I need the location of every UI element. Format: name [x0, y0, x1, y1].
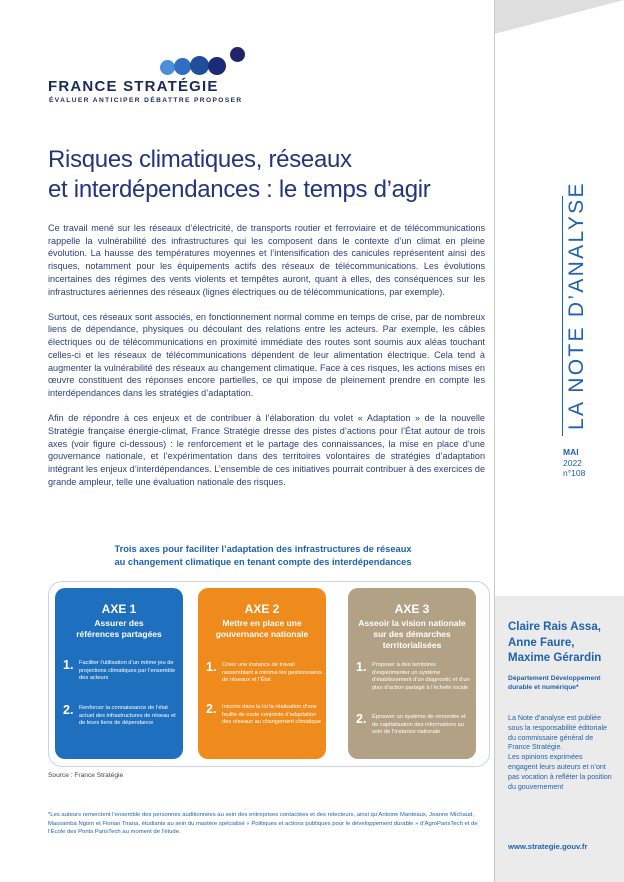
footnote: *Les auteurs remercient l’ensemble des personnes auditionnées au sein des entreprises contactées et des relecteurs, ainsi qu’Antoine Manteaux, Jeanne Michaud, Massamba Ngom et Florian Tirana, étudiants au sein du mastère spécialisé « Politiques et actions publiques pour le développement durable » d’AgroParisTech et de l’École des Ponts ParisTech au moment de l’étude.: [48, 812, 478, 835]
axe-3-item-1-number: 1.: [356, 660, 367, 674]
title-line-2: et interdépendances : le temps d’agir: [48, 176, 431, 203]
axe-2-item-2-number: 2.: [206, 702, 217, 716]
axe-1-item-1-text: Faciliter l’utilisation d’un même jeu de projections climatiques par l’ensemble des acteurs: [79, 660, 176, 682]
logo-dot-3: [190, 56, 209, 75]
figure-caption-line-2: au changement climatique en tenant compte des interdépendances: [114, 556, 412, 567]
series-title: LA NOTE D’ANALYSE: [565, 181, 588, 430]
sidebar-divider: [494, 0, 495, 882]
page-title: [48, 145, 488, 205]
figure-caption: [48, 543, 478, 568]
issue-number: n°108: [563, 468, 586, 478]
title-line-1: Risques climatiques, réseaux: [48, 146, 352, 173]
summary-body: [48, 222, 485, 501]
logo-dot-2: [174, 58, 191, 75]
axe-3-item-1-text: Proposer à des territoires d’expérimenter un système d’établissement d’un diagnostic et d’un plan d’action partagé à l’échelle locale: [372, 662, 470, 691]
axe-3-title: AXE 3: [394, 602, 430, 616]
website-link[interactable]: www.strategie.gouv.fr: [508, 842, 588, 851]
sidebar-top-panel: [494, 0, 624, 596]
axe-3-card: [348, 588, 476, 759]
axe-1-item-2-number: 2.: [63, 703, 74, 717]
editorial-note-1: La Note d’analyse est publiée sous la responsabilité éditoriale du commissaire général de France Stratégie.: [508, 714, 607, 752]
axe-1-subtitle: Assurer des références partagées: [76, 618, 162, 639]
logo-dot-1: [160, 60, 175, 75]
axe-3-subtitle: Asseoir la vision nationale sur des démarches territorialisées: [358, 618, 466, 650]
figure-caption-line-1: Trois axes pour faciliter l’adaptation des infrastructures de réseaux: [114, 544, 412, 554]
logo-name: FRANCE STRATÉGIE: [48, 78, 219, 95]
editorial-note: [508, 714, 614, 792]
figure-source: Source : France Stratégie: [48, 772, 124, 779]
axe-3-item-2-number: 2.: [356, 712, 367, 726]
issue-year: 2022: [563, 457, 582, 468]
author-1: Claire Rais Assa,: [508, 621, 601, 633]
axe-1-item-1-number: 1.: [63, 658, 74, 672]
authors: [508, 620, 618, 667]
axe-2-item-1-text: Créer une instance de travail rassemblant a minima les gestionnaires de réseaux et l’État: [222, 662, 322, 684]
axe-2-subtitle: Mettre en place une gouvernance nationale: [215, 618, 309, 639]
paragraph-2: Surtout, ces réseaux sont associés, en fonctionnement normal comme en temps de crise, par de nombreux liens de dépendance, physiques ou découlant des relations entre les acteurs. Par exemple, les câbles électriques ou de télécommunications en proximité immédiate des routes sont soumis aux aléas touchant celles-ci et les réseaux de télécommunications dépendent de leur alimentation électrique. Cela tend à augmenter la vulnérabilité des réseaux au changement climatique. Face à ces risques, les actions mises en œuvre constituent des réponses encore partielles, ce qui impose de pleinement prendre en compte les interdépendances dans les stratégies d’adaptation.: [48, 311, 485, 398]
axe-3-item-2-text: Éprouver un système de remontée et de capitalisation des informations au sein de l’instance nationale: [372, 714, 466, 736]
axe-1-title: AXE 1: [101, 602, 137, 616]
editorial-note-2: Les opinions exprimées engagent leurs auteurs et n’ont pas vocation à refléter la position du gouvernement: [508, 753, 612, 791]
author-2: Anne Faure,: [508, 636, 575, 649]
series-rule: [562, 196, 563, 436]
logo-tagline: ÉVALUER ANTICIPER DÉBATTRE PROPOSER: [49, 97, 243, 104]
axe-2-card: [198, 588, 326, 759]
logo-dot-5: [230, 47, 245, 62]
axe-1-item-2-text: Renforcer la connaissance de l’état actuel des infrastructures de réseau et de leurs liens de dépendance: [79, 705, 176, 727]
axe-2-title: AXE 2: [244, 602, 280, 616]
axe-1-card: [55, 588, 183, 759]
axe-2-item-1-number: 1.: [206, 660, 217, 674]
paragraph-1: Ce travail mené sur les réseaux d’électricité, de transports routier et ferroviaire et de télécommunications rappelle la vulnérabilité des infrastructures qui les composent dans le contexte d’un climat en pleine évolution. La hausse des températures moyennes et l’intensification des canicules représentent ainsi des risques, notamment pour les équipements actifs des réseaux de télécommunications. Les évolutions incertaines des régimes des vents violents et tempêtes auront, quant à elles, des conséquences sur les infrastructures aériennes des réseaux (lignes électriques ou de télécommunications, par exemple).: [48, 223, 485, 297]
department: Département Développement durable et numérique*: [508, 675, 601, 691]
france-strategie-logo: [48, 44, 248, 106]
issue-month: MAI: [563, 447, 579, 457]
issue-info: [563, 447, 585, 479]
axe-2-item-2-text: Inscrire dans la loi la réalisation d’une feuille de route conjointe d’adaptation des réseaux au changement climatique: [222, 704, 321, 726]
paragraph-3: Afin de répondre à ces enjeux et de contribuer à l’élaboration du volet « Adaptation » de la nouvelle Stratégie française énergie-climat, France Stratégie dresse des pistes d’actions pour l’État autour de trois axes (voir figure ci-dessous) : le renforcement et le partage des connaissances, la mise en place d’une gouvernance nationale, et l’expérimentation dans des territoires volontaires de stratégies d’adaptation intégrant les enjeux d’interdépendances. L’ensemble de ces initiatives pourrait contribuer à des exercices de grande ampleur, telle une évaluation nationale des risques.: [48, 413, 485, 487]
logo-dot-4: [208, 57, 226, 75]
author-3: Maxime Gérardin: [508, 652, 602, 664]
